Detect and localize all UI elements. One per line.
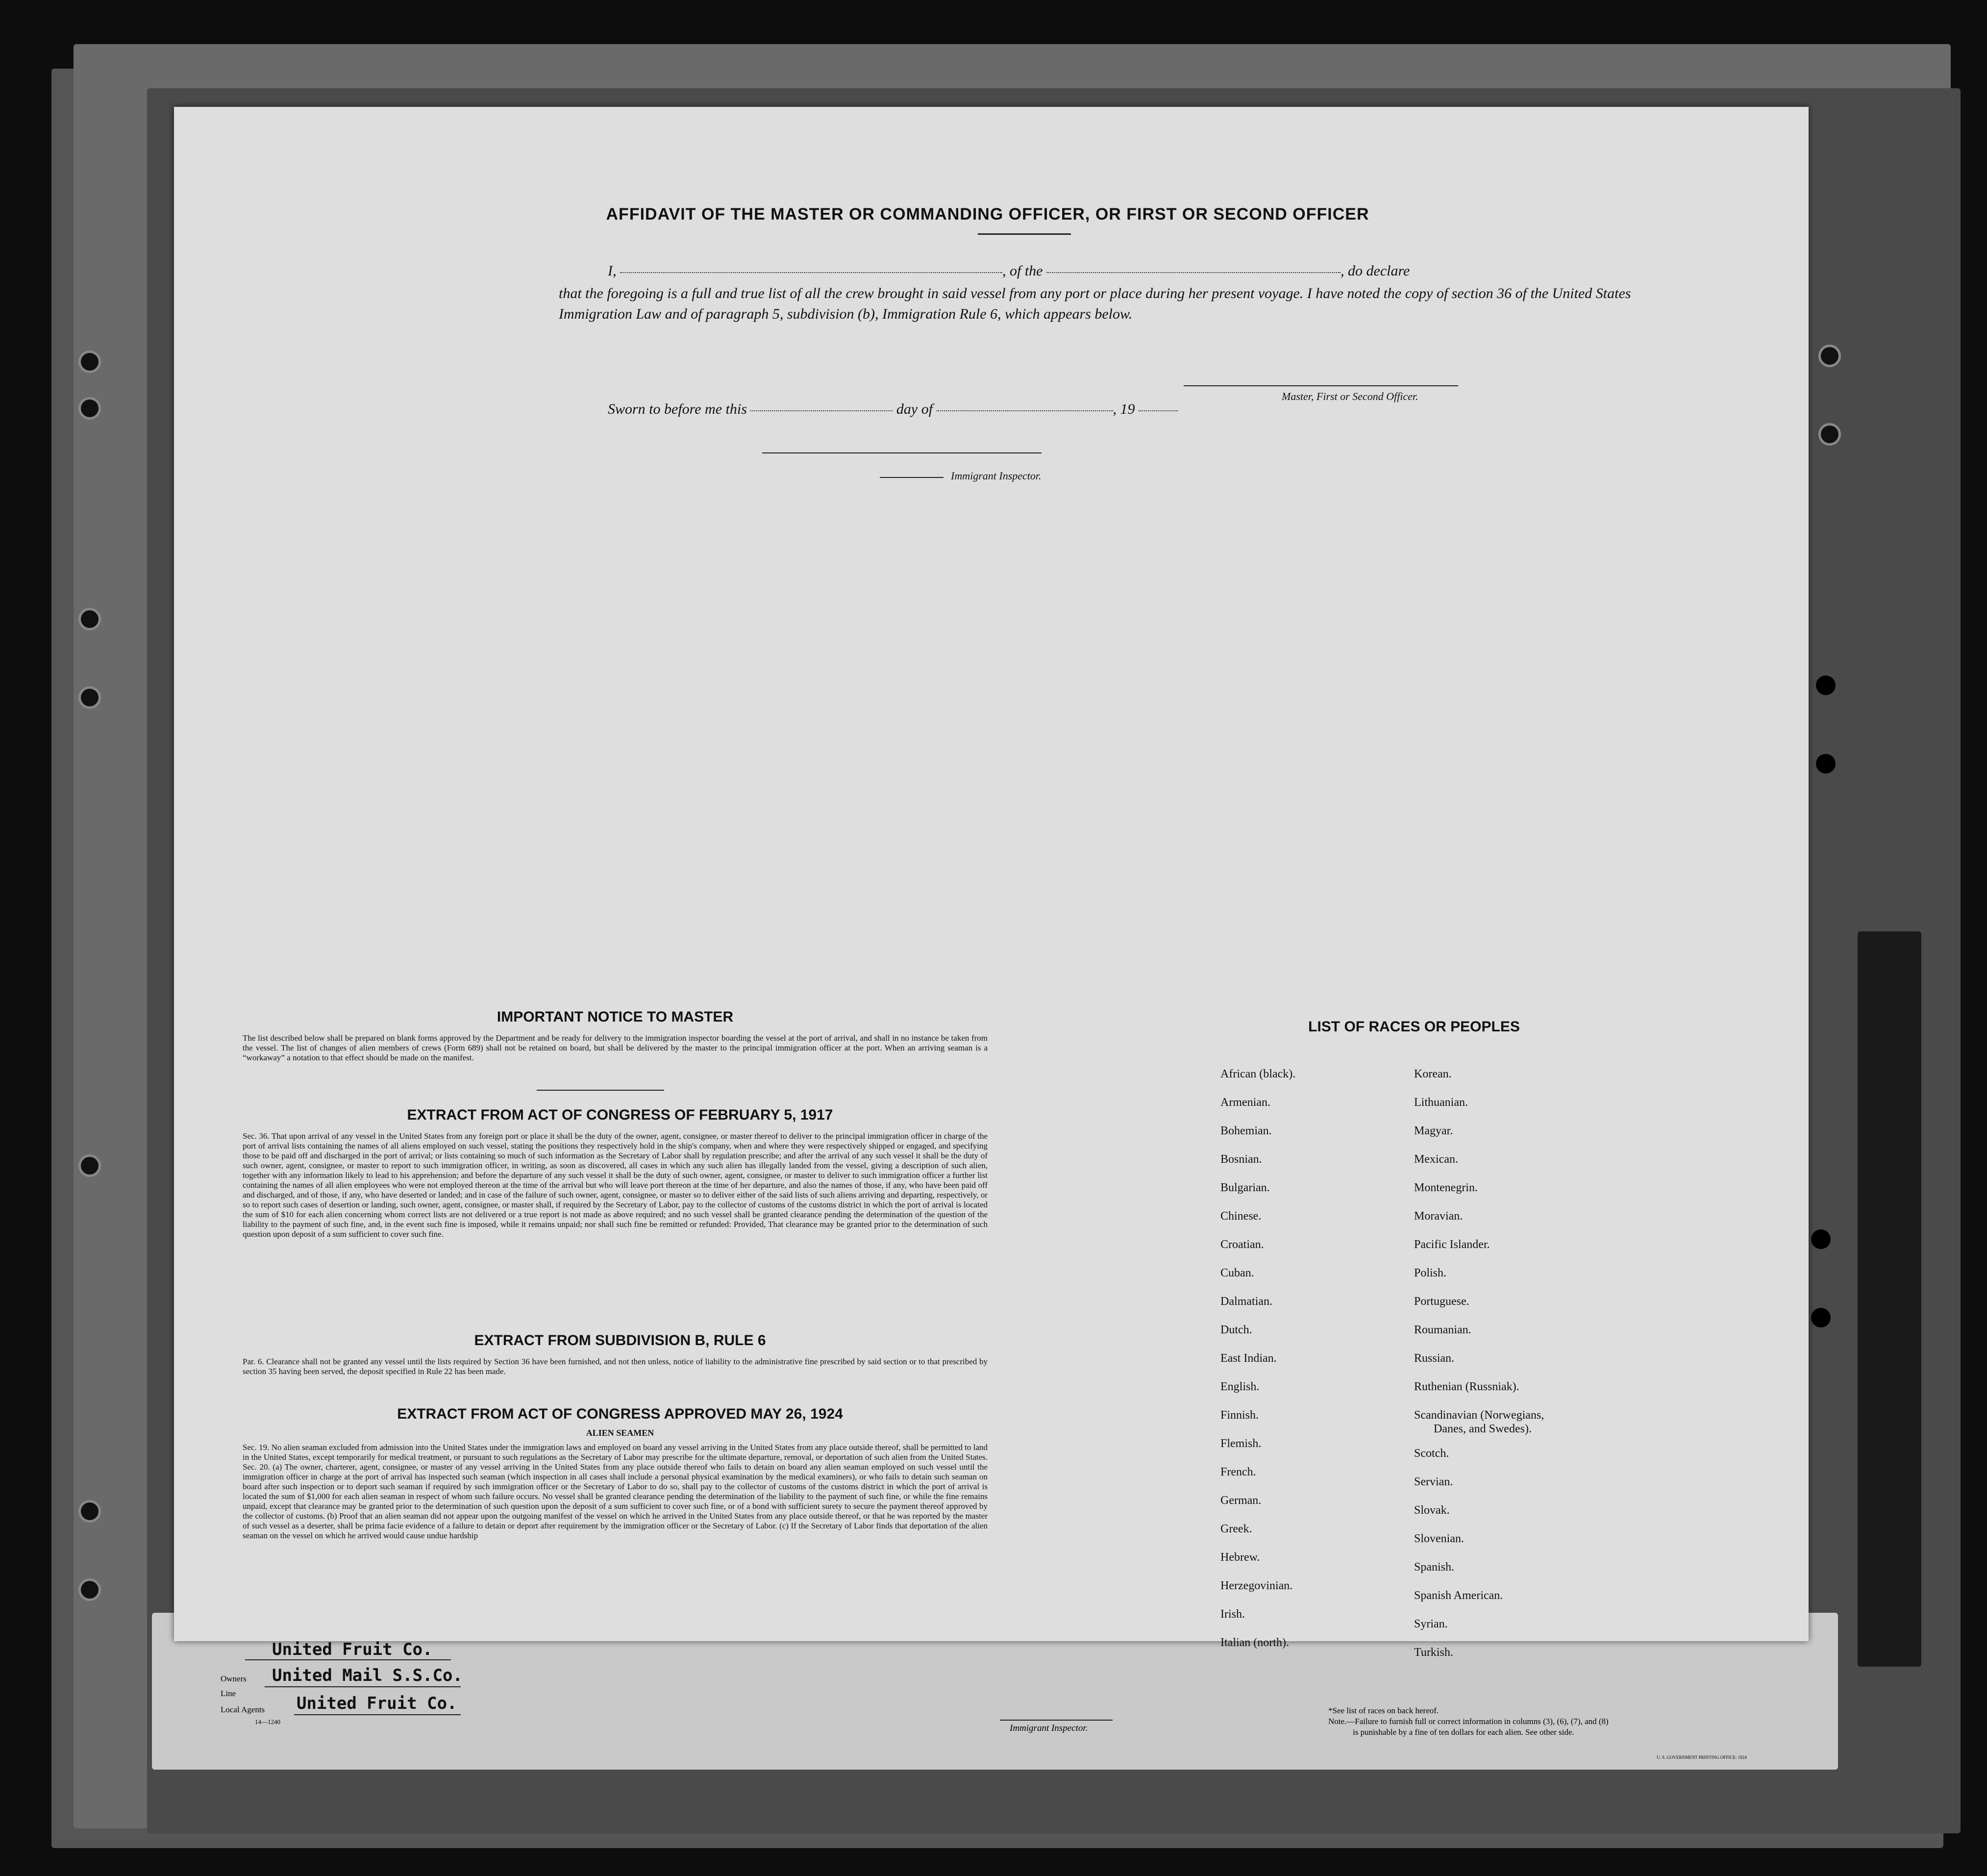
race-item: Bohemian.: [1220, 1125, 1272, 1137]
affidavit-title: AFFIDAVIT OF THE MASTER OR COMMANDING OFFICER, OR FIRST OR SECOND OFFICER: [606, 205, 1369, 224]
vessel-field[interactable]: [1046, 271, 1341, 273]
footnote-note: Note.—Failure to furnish full or correct information in columns (3), (6), (7), and (8): [1328, 1717, 1609, 1726]
line-field: [245, 1659, 451, 1660]
race-item: Chinese.: [1220, 1210, 1262, 1223]
punch-dot: [1816, 675, 1836, 695]
punch-dot: [1811, 1229, 1831, 1249]
inspector-signature-line[interactable]: [762, 452, 1042, 453]
declaration-line: [608, 263, 1686, 279]
race-item: Herzegovinian.: [1220, 1579, 1293, 1592]
extract1-title: EXTRACT FROM ACT OF CONGRESS OF FEBRUARY 5, 1917: [407, 1107, 833, 1123]
race-item: Cuban.: [1220, 1267, 1254, 1279]
sworn-text: Sworn to before me this: [608, 401, 747, 417]
race-item: Dutch.: [1220, 1324, 1252, 1336]
master-signature-line[interactable]: [1184, 385, 1458, 386]
race-item: Slovak.: [1414, 1504, 1450, 1517]
races-title: LIST OF RACES OR PEOPLES: [1308, 1019, 1520, 1035]
race-item: Scotch.: [1414, 1447, 1449, 1460]
master-caption: Master, First or Second Officer.: [1282, 390, 1418, 402]
punch-dot: [1816, 754, 1836, 774]
binder-hole: [78, 1154, 101, 1177]
year-text: , 19: [1113, 401, 1135, 417]
printer-mark: U. S. GOVERNMENT PRINTING OFFICE: 1924: [1657, 1755, 1747, 1760]
extract3-subtitle: ALIEN SEAMEN: [586, 1428, 654, 1438]
line-value: United Fruit Co.: [272, 1640, 433, 1659]
extract3-title: EXTRACT FROM ACT OF CONGRESS APPROVED MAY 26, 1924: [397, 1406, 843, 1422]
race-item: Portuguese.: [1414, 1295, 1469, 1308]
inspector-short-line: [880, 477, 944, 478]
day-of-text: day of: [896, 401, 933, 417]
form-number: 14—1240: [255, 1718, 280, 1726]
footnote-races: *See list of races on back hereof.: [1328, 1706, 1439, 1715]
race-item: Moravian.: [1414, 1210, 1463, 1223]
notice-text: The list described below shall be prepared on blank forms approved by the Department and be ready for delivery to the immigration inspector boarding the vessel at the port of arrival, and shall in no instance be taken from the vessel. The list of changes of alien members of crews (Form 689) shall not be retained on board, but shall be delivered by the master to the principal immigration officer at the port. When an arriving seaman is a “workaway” a notation to that effect should be made on the manifest.: [243, 1033, 988, 1062]
race-item: Croatian.: [1220, 1238, 1264, 1251]
name-field[interactable]: [620, 271, 1002, 273]
extract3-text: Sec. 19. No alien seaman excluded from admission into the United States under the immigration laws and employed on board any vessel arriving in the United States from any place outside thereof, shall be permitted to land in the United States, except temporarily for medical treatment, or pursuant to such regulations as the Secretary of Labor may prescribe for the ultimate departure, removal, or deportation of such alien from the United States. Sec. 20. (a) The owner, charterer, agent, consignee, or master of any vessel arriving in the United States from any place outside thereof who fails to detain on board any alien seaman employed on such vessel until the immigration officer in charge at the port of arrival has inspected such seaman (which inspection in all cases shall include a personal physical examination by the medical examiners), or who fails to detain such seaman on board after such inspection or to deport such seaman if required by such immigration officer or the Secretary of Labor to do so, shall pay to the collector of customs of the customs district in which the port of arrival is located the sum of $1,000 for each alien seaman in respect of whom such failure occurs. No vessel shall be granted clearance pending the determination of the liability to the payment of such fine, or while the fine remains unpaid, except that clearance may be granted prior to the determination of such question upon the deposit of a sum sufficient to cover such fine, or of a bond with sufficient surety to secure the payment thereof approved by the collector of customs. (b) Proof that an alien seaman did not appear upon the outgoing manifest of the vessel on which he arrived in the United States from any place outside thereof, or that he was reported by the master of such vessel as a deserter, shall be prima facie evidence of a failure to detain or deport after requirement by the immigration officer or the Secretary of Labor. (c) If the Secretary of Labor finds that deportation of the alien seaman on the vessel on which he arrived would cause undue hardship: [243, 1443, 988, 1540]
race-item: German.: [1220, 1494, 1262, 1507]
race-item: Bulgarian.: [1220, 1181, 1270, 1194]
race-item: Scandinavian (Norwegians,: [1414, 1409, 1544, 1422]
declare-of-the: , of the: [1002, 263, 1043, 279]
notice-title: IMPORTANT NOTICE TO MASTER: [497, 1009, 734, 1025]
race-item: English.: [1220, 1380, 1260, 1393]
punch-dot: [1811, 1308, 1831, 1327]
race-item: Greek.: [1220, 1523, 1252, 1535]
race-item: East Indian.: [1220, 1352, 1277, 1365]
binder-hole: [78, 608, 101, 630]
sworn-month-field[interactable]: [937, 409, 1113, 411]
race-item: Ruthenian (Russniak).: [1414, 1380, 1519, 1393]
race-item: Dalmatian.: [1220, 1295, 1272, 1308]
race-item: Armenian.: [1220, 1096, 1270, 1109]
race-item-continued: Danes, and Swedes).: [1434, 1423, 1532, 1435]
page-hole: [1818, 345, 1841, 367]
extract2-title: EXTRACT FROM SUBDIVISION B, RULE 6: [474, 1332, 766, 1349]
race-item: French.: [1220, 1466, 1256, 1478]
race-item: Roumanian.: [1414, 1324, 1471, 1336]
footnote-fine: is punishable by a fine of ten dollars for each alien. See other side.: [1353, 1727, 1574, 1737]
race-item: Korean.: [1414, 1068, 1452, 1080]
race-item: Pacific Islander.: [1414, 1238, 1490, 1251]
inspector-caption: Immigrant Inspector.: [951, 470, 1042, 482]
line-label: Line: [221, 1689, 236, 1698]
race-item: African (black).: [1220, 1068, 1296, 1080]
binder-hole: [78, 397, 101, 420]
declaration-body: that the foregoing is a full and true list of all the crew brought in said vessel from any port or place during her present voyage. I have noted the copy of section 36 of the United States Immigration Law and of paragraph 5, subdivision (b), Immigration Rule 6, which appears below.: [559, 285, 1631, 322]
race-item: Magyar.: [1414, 1125, 1453, 1137]
race-item: Flemish.: [1220, 1437, 1262, 1450]
sworn-year-field[interactable]: [1139, 409, 1178, 411]
page-hole: [1818, 423, 1841, 446]
race-item: Montenegrin.: [1414, 1181, 1478, 1194]
binder-hole: [78, 1500, 101, 1523]
owners-field: [265, 1686, 461, 1687]
race-item: Bosnian.: [1220, 1153, 1262, 1166]
race-item: Russian.: [1414, 1352, 1455, 1365]
sworn-day-field[interactable]: [750, 409, 893, 411]
race-item: Spanish American.: [1414, 1589, 1503, 1602]
declare-i: I,: [608, 263, 617, 279]
race-item: Lithuanian.: [1414, 1096, 1468, 1109]
sworn-line: [608, 401, 1441, 418]
agents-field: [294, 1714, 461, 1715]
owners-label: Owners: [221, 1674, 247, 1683]
right-dark-strip: [1858, 931, 1921, 1667]
owners-value: United Mail S.S.Co.: [272, 1666, 463, 1685]
race-item: Mexican.: [1414, 1153, 1458, 1166]
agents-value: United Fruit Co.: [297, 1694, 457, 1713]
extract1-text: Sec. 36. That upon arrival of any vessel in the United States from any foreign port or place it shall be the duty of the owner, agent, consignee, or master thereof to deliver to the principal immigration officer in charge of the port of arrival lists containing the names of all aliens employed on such vessel, stating the positions they respectively hold in the ship's company, when and where they were respectively shipped or engaged, and specifying those to be paid off and discharged in the port of arrival; or lists containing so much of such information as the Secretary of Labor shall by regulation prescribe; and after the arrival of any such vessel it shall be the duty of such owner, agent, consignee, or master to report to such immigration officer, in writing, as soon as discovered, all cases in which any such alien has illegally landed from the vessel, giving a description of such alien, together with any information likely to lead to his apprehension; and before the departure of any such vessel it shall be the duty of such owner, agent, consignee, or master to deliver to such immigration officer a further list containing the names of all alien employees who were not employed thereon at the time of the arrival but who will leave port thereon at the time of her departure, and also the names of those, if any, who have been paid off and discharged, and of those, if any, who have deserted or landed; and in case of the failure of such owner, agent, consignee, or master so to deliver either of the said lists of such aliens arriving and departing, respectively, or so to report such cases of desertion or landing, such owner, agent, consignee, or master shall, if required by the Secretary of Labor, pay to the collector of customs of the customs district in which the port of arrival is located the sum of $10 for each alien concerning whom correct lists are not delivered or a true report is not made as above required; and no such vessel shall be granted clearance pending the determination of the question of the liability to the payment of such fine, and, in the event such fine is imposed, while it remains unpaid; nor shall such fine be remitted or refunded: Provided, That clearance may be granted prior to the determination of such question upon deposit of a sum sufficient to cover such fine.: [243, 1131, 988, 1239]
race-item: Syrian.: [1414, 1618, 1448, 1630]
race-item: Italian (north).: [1220, 1636, 1289, 1649]
binder-hole: [78, 1578, 101, 1601]
race-item: Irish.: [1220, 1608, 1245, 1621]
title-rule: [978, 233, 1071, 235]
agents-label: Local Agents: [221, 1705, 265, 1714]
notice-rule: [537, 1090, 664, 1091]
race-item: Hebrew.: [1220, 1551, 1260, 1564]
bottom-inspector-line: [1000, 1720, 1113, 1721]
binder-hole: [78, 350, 101, 373]
race-item: Polish.: [1414, 1267, 1447, 1279]
binder-hole: [78, 686, 101, 709]
race-item: Slovenian.: [1414, 1532, 1464, 1545]
race-item: Turkish.: [1414, 1646, 1453, 1659]
bottom-inspector-caption: Immigrant Inspector.: [1010, 1723, 1088, 1733]
extract2-text: Par. 6. Clearance shall not be granted any vessel until the lists required by Section 36 have been furnished, and not then unless, notice of liability to the administrative fine prescribed by said section or to that prescribed by section 35 having been served, the deposit specified in Rule 22 has been made.: [243, 1357, 988, 1376]
declare-do-declare: , do declare: [1341, 263, 1410, 279]
race-item: Spanish.: [1414, 1561, 1455, 1574]
race-item: Servian.: [1414, 1476, 1453, 1488]
race-item: Finnish.: [1220, 1409, 1259, 1422]
